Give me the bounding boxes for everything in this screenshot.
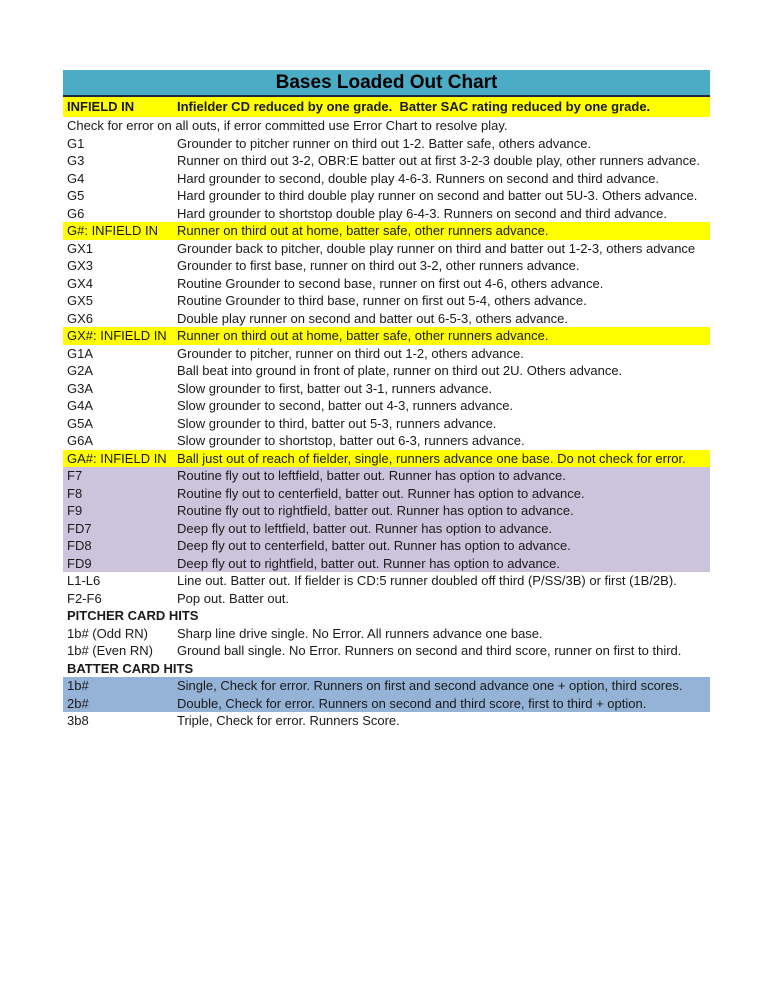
chart-row	[63, 467, 710, 485]
play-description: Ball just out of reach of fielder, single, runners advance one base. Do not check for error.	[177, 450, 686, 466]
play-description: Slow grounder to shortstop, batter out 6-3, runners advance.	[177, 433, 525, 448]
chart-row	[63, 97, 710, 117]
chart-row	[63, 432, 710, 450]
play-code: F2-F6	[67, 590, 102, 606]
chart-row	[63, 397, 710, 415]
play-code: G5A	[67, 415, 94, 431]
play-code: GA#: INFIELD IN	[67, 450, 167, 466]
play-description: Grounder to pitcher, runner on third out 1-2, others advance.	[177, 345, 524, 361]
chart-section-row	[63, 607, 710, 625]
play-code: GX5	[67, 293, 94, 308]
chart-row	[63, 520, 710, 538]
section-text: PITCHER CARD HITS	[67, 608, 199, 623]
play-description: Routine fly out to centerfield, batter out. Runner has option to advance.	[177, 485, 585, 501]
play-description: Grounder back to pitcher, double play runner on third and batter out 1-2-3, others advance	[177, 240, 696, 256]
play-description: Slow grounder to first, batter out 3-1, runners advance.	[177, 380, 493, 396]
play-description: Runner on third out 3-2, OBR:E batter out at first 3-2-3 double play, other runners advance.	[177, 153, 700, 168]
section-text: BATTER CARD HITS	[67, 660, 194, 676]
play-code: G6	[67, 205, 85, 221]
play-description: Slow grounder to second, batter out 4-3, runners advance.	[177, 398, 514, 413]
play-code: G4A	[67, 398, 94, 413]
play-description: Routine fly out to leftfield, batter out. Runner has option to advance.	[177, 468, 566, 483]
play-code: GX3	[67, 258, 94, 273]
play-description: Runner on third out at home, batter safe, other runners advance.	[177, 328, 549, 343]
play-description: Line out. Batter out. If fielder is CD:5 runner doubled off third (P/SS/3B) or first (1B/2B).	[177, 573, 677, 588]
play-description: Deep fly out to rightfield, batter out. Runner has option to advance.	[177, 555, 561, 571]
chart-section-row	[63, 660, 710, 678]
play-code: GX4	[67, 275, 94, 291]
chart-row	[63, 625, 710, 643]
chart-row	[63, 275, 710, 293]
play-description: Routine Grounder to second base, runner on first out 4-6, others advance.	[177, 275, 604, 291]
play-description: Double, Check for error. Runners on second and third score, first to third + option.	[177, 695, 647, 711]
play-code: GX6	[67, 310, 94, 326]
chart-row	[63, 152, 710, 170]
chart-row	[63, 292, 710, 310]
chart-row	[63, 642, 710, 660]
play-code: G6A	[67, 433, 94, 448]
play-description: Deep fly out to centerfield, batter out. Runner has option to advance.	[177, 538, 571, 553]
chart-row	[63, 380, 710, 398]
play-code: G2A	[67, 363, 94, 378]
chart-row	[63, 502, 710, 520]
play-code: L1-L6	[67, 573, 101, 588]
play-code: F7	[67, 468, 83, 483]
chart-row	[63, 170, 710, 188]
chart-row	[63, 362, 710, 380]
chart-row	[63, 537, 710, 555]
chart-title: Bases Loaded Out Chart	[63, 70, 710, 97]
play-code: G3A	[67, 380, 94, 396]
chart-row	[63, 240, 710, 258]
bases-loaded-out-chart	[63, 70, 710, 730]
play-description: Routine Grounder to third base, runner on first out 5-4, others advance.	[177, 293, 587, 308]
play-code: GX1	[67, 240, 94, 256]
play-code: FD8	[67, 538, 92, 553]
chart-row	[63, 555, 710, 573]
chart-rows	[63, 97, 710, 730]
play-code: F8	[67, 485, 83, 501]
play-description: Ball beat into ground in front of plate, runner on third out 2U. Others advance.	[177, 363, 623, 378]
play-code: G4	[67, 170, 85, 186]
play-code: 2b#	[67, 695, 89, 711]
chart-row	[63, 695, 710, 713]
chart-row	[63, 257, 710, 275]
play-description: Hard grounder to third double play runner on second and batter out 5U-3. Others advance.	[177, 188, 698, 203]
play-description: Sharp line drive single. No Error. All runners advance one base.	[177, 625, 543, 641]
play-code: G5	[67, 188, 85, 203]
play-code: G1A	[67, 345, 94, 361]
chart-row	[63, 485, 710, 503]
play-code: 1b# (Even RN)	[67, 643, 153, 658]
chart-row	[63, 187, 710, 205]
play-code: GX#: INFIELD IN	[67, 328, 167, 343]
chart-row	[63, 572, 710, 590]
play-code: F9	[67, 503, 83, 518]
play-description: Single, Check for error. Runners on first and second advance one + option, third scores.	[177, 678, 683, 693]
play-code: INFIELD IN	[67, 99, 135, 114]
play-description: Ground ball single. No Error. Runners on second and third score, runner on first to third.	[177, 643, 682, 658]
play-description: Deep fly out to leftfield, batter out. Runner has option to advance.	[177, 520, 553, 536]
play-description: Infielder CD reduced by one grade. Batter SAC rating reduced by one grade.	[177, 99, 651, 114]
chart-row	[63, 222, 710, 240]
chart-row	[63, 205, 710, 223]
play-code: FD9	[67, 555, 92, 571]
play-description: Slow grounder to third, batter out 5-3, runners advance.	[177, 415, 497, 431]
play-code: G3	[67, 153, 85, 168]
play-code: 1b# (Odd RN)	[67, 625, 148, 641]
chart-row	[63, 415, 710, 433]
play-description: Double play runner on second and batter out 6-5-3, others advance.	[177, 310, 568, 326]
play-code: 3b8	[67, 713, 89, 728]
play-description: Grounder to pitcher runner on third out 1-2. Batter safe, others advance.	[177, 135, 592, 151]
chart-section-row	[63, 117, 710, 135]
chart-row	[63, 590, 710, 608]
chart-row	[63, 345, 710, 363]
chart-row	[63, 677, 710, 695]
chart-row	[63, 450, 710, 468]
chart-row	[63, 327, 710, 345]
play-description: Hard grounder to shortstop double play 6-4-3. Runners on second and third advance.	[177, 205, 667, 221]
play-description: Grounder to first base, runner on third out 3-2, other runners advance.	[177, 258, 580, 273]
chart-row	[63, 135, 710, 153]
chart-row	[63, 712, 710, 730]
play-description: Hard grounder to second, double play 4-6-3. Runners on second and third advance.	[177, 170, 660, 186]
play-description: Triple, Check for error. Runners Score.	[177, 713, 400, 728]
play-code: G#: INFIELD IN	[67, 223, 159, 238]
section-text: Check for error on all outs, if error committed use Error Chart to resolve play.	[67, 118, 508, 133]
play-code: 1b#	[67, 678, 89, 693]
play-description: Runner on third out at home, batter safe, other runners advance.	[177, 223, 549, 238]
play-code: G1	[67, 135, 85, 151]
play-description: Routine fly out to rightfield, batter out. Runner has option to advance.	[177, 503, 574, 518]
chart-row	[63, 310, 710, 328]
play-description: Pop out. Batter out.	[177, 590, 290, 606]
play-code: FD7	[67, 520, 92, 536]
